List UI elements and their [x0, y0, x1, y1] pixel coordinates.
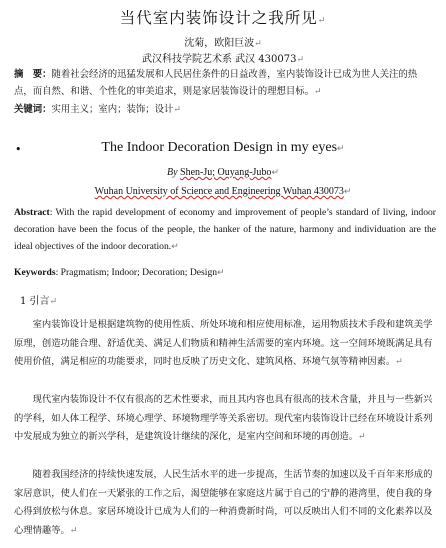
english-authors — [0, 167, 446, 178]
section-heading — [20, 292, 57, 307]
body-paragraph-1 — [14, 316, 436, 372]
paragraph-mark-icon: ↵ — [173, 105, 181, 115]
by-label: By — [167, 167, 178, 178]
body-paragraph-text: 随着我国经济的持续快速发展，人民生活水平的进一步提高，生活节奏的加速以及千百年来形成的家居意识，使人们在一天紧张的工作之后，渴望能够在家庭这片属于自己的宁静的港湾里，使自我的身心得到放松与休息。家居环境设计已成为人们的一种消费新时尚，可以反映出人们不同的文化素养以及心理情趣等。 — [14, 469, 433, 536]
section-heading-text: 1 引言 — [20, 296, 50, 307]
paragraph-mark-icon: ↵ — [337, 143, 345, 153]
chinese-abstract — [14, 66, 434, 101]
bullet-icon: • — [15, 143, 22, 156]
english-abstract — [14, 205, 436, 256]
chinese-keywords — [14, 101, 434, 119]
body-paragraph-text: 现代室内装饰设计不仅有很高的艺术性要求，而且其内容也具有很高的技术含量，并且与一些新兴的学科，如人体工程学、环境心理学、环境物理学等关系密切。现代室内装饰设计已经在环境设计系列中发展成为独立的新兴学科，是建筑设计继续的深化，是室内空间和环境的再创造。 — [14, 394, 433, 442]
paragraph-mark-icon: ↵ — [343, 186, 352, 196]
paragraph-mark-icon: ↵ — [171, 241, 179, 251]
chinese-affiliation-text: 武汉科技学院艺术系 武汉 430073 — [141, 54, 297, 65]
keywords-text: 实用主义；室内；装饰；设计 — [51, 104, 174, 115]
keywords-label: 关键词： — [14, 104, 52, 115]
chinese-authors-text: 沈菊，欧阳巨波 — [184, 38, 255, 49]
english-abstract-text: : With the rapid development of economy and improvement of people’s standard of living, indoor decoration have been the focus of the people, the hanker of the nature, harmony and individuation are the ideal objectives of the indoor decoration. — [14, 207, 436, 252]
english-abstract-label: Abstract — [14, 207, 50, 218]
chinese-authors — [0, 34, 446, 49]
abstract-label: 摘 要： — [14, 69, 52, 80]
paragraph-mark-icon: ↵ — [358, 432, 366, 442]
body-paragraph-text: 室内装饰设计是根据建筑物的使用性质、所处环境和相应使用标准，运用物质技术手段和建筑美学原理，创造功能合理、舒适优美、满足人们物质和精神生活需要的室内环境。这一空间环境既满足具有使用价值，满足相应的功能要求，同时也反映了历史文化、建筑风格、环境气氛等精神因素。 — [14, 319, 433, 367]
paragraph-mark-icon: ↵ — [254, 39, 262, 49]
english-keywords-label: Keywords — [14, 267, 56, 278]
paragraph-mark-icon: ↵ — [296, 55, 305, 65]
paragraph-mark-icon: ↵ — [317, 16, 327, 26]
paragraph-mark-icon: ↵ — [271, 167, 279, 177]
chinese-affiliation — [0, 50, 446, 65]
abstract-text: 随着社会经济的迅猛发展和人民居住条件的日益改善，室内装饰设计已成为世人关注的热点，而自然、和谐、个性化的审美追求，则是家居装饰设计的理想目标。 — [14, 69, 418, 97]
paragraph-mark-icon: ↵ — [217, 267, 225, 277]
english-keywords-text: : Pragmatism; Indoor; Decoration; Design — [55, 267, 218, 278]
body-paragraph-2 — [14, 391, 436, 447]
english-affiliation — [0, 186, 446, 197]
english-keywords — [14, 264, 436, 282]
paragraph-mark-icon: ↵ — [314, 87, 322, 97]
paragraph-mark-icon: ↵ — [49, 297, 58, 307]
english-title-text: The Indoor Decoration Design in my eyes — [101, 140, 338, 155]
body-paragraph-3 — [14, 466, 436, 540]
paragraph-mark-icon: ↵ — [395, 357, 403, 367]
english-title — [0, 140, 446, 156]
english-affiliation-text: Wuhan University of Science and Engineering Wuhan 430073 — [94, 186, 344, 197]
chinese-title-text: 当代室内装饰设计之我所见 — [119, 9, 318, 27]
chinese-title — [0, 6, 446, 28]
paragraph-mark-icon: ↵ — [69, 525, 78, 536]
english-authors-text: Shen-Ju; Ouyang-Jubo — [180, 167, 272, 178]
